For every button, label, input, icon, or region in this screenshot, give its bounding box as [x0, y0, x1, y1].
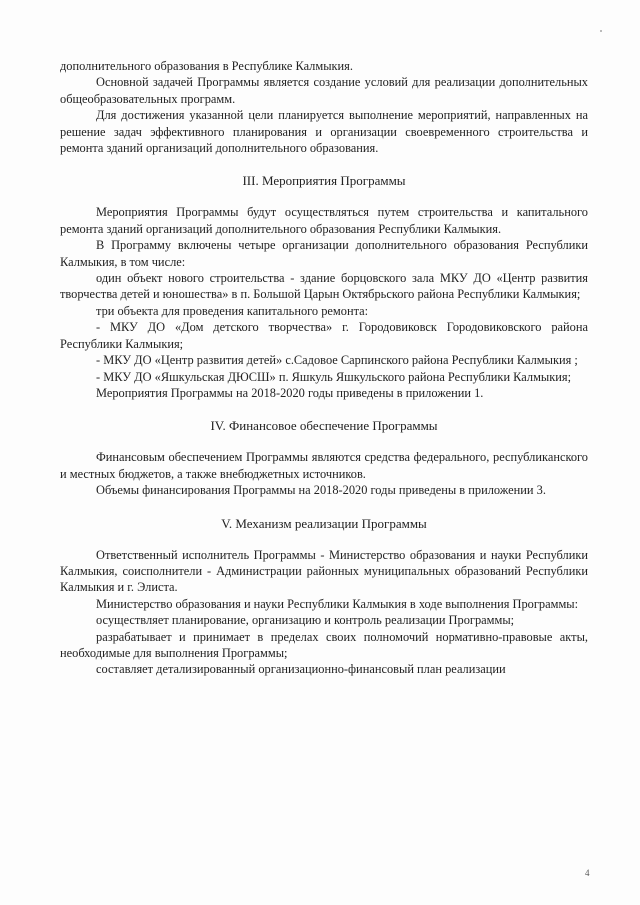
paragraph-appendix-3: Объемы финансирования Программы на 2018-2020 годы приведены в приложении 3.	[96, 483, 546, 498]
paragraph-goal: Для достижения указанной цели планируется выполнение мероприятий, направленных на решение задач эффективного планирования и организации своевременного строительства и ремонта зданий организаций дополнительного образования.	[60, 108, 588, 156]
list-item-sadovoe: - МКУ ДО «Центр развития детей» с.Садовое Сарпинского района Республики Калмыкия ;	[96, 353, 578, 368]
paragraph-organizations: В Программу включены четыре организации дополнительного образования Республики Калмыкия, в том числе:	[60, 238, 588, 269]
section-heading-measures: III. Мероприятия Программы	[242, 173, 406, 189]
paragraph-financing-sources: Финансовым обеспечением Программы являются средства федерального, республиканского и местных бюджетов, а также внебюджетных источников.	[60, 450, 588, 481]
paragraph-appendix-1: Мероприятия Программы на 2018-2020 годы приведены в приложении 1.	[96, 385, 484, 400]
paragraph-main-task: Основной задачей Программы является создание условий для реализации дополнительных общеобразовательных программ.	[60, 75, 588, 106]
paragraph-planning: осуществляет планирование, организацию и контроль реализации Программы;	[96, 613, 515, 628]
list-item-gorodovikovsk: - МКУ ДО «Дом детского творчества» г. Городовиковск Городовиковского района Республики Калмыкия;	[60, 320, 588, 351]
paragraph-measures-intro: Мероприятия Программы будут осуществляться путем строительства и капитального ремонта зданий организаций дополнительного образования Республики Калмыкия.	[60, 205, 588, 236]
scan-speck	[600, 30, 602, 32]
list-item-yashkul: - МКУ ДО «Яшкульская ДЮСШ» п. Яшкуль Яшкульского района Республики Калмыкия;	[96, 369, 572, 384]
paragraph-repair-intro: три объекта для проведения капитального ремонта:	[96, 303, 369, 318]
paragraph-new-construction: один объект нового строительства - здание борцовского зала МКУ ДО «Центр развития творчества детей и юношества» в п. Большой Царын Октябрьского района Республики Калмыкия;	[60, 271, 588, 302]
paragraph-financial-plan: составляет детализированный организационно-финансовый план реализации	[96, 662, 506, 677]
section-heading-mechanism: V. Механизм реализации Программы	[221, 515, 427, 531]
paragraph-legal-acts: разрабатывает и принимает в пределах своих полномочий нормативно-правовые акты, необходимые для выполнения Программы;	[60, 629, 588, 660]
section-heading-financing: IV. Финансовое обеспечение Программы	[210, 418, 438, 434]
document-body	[60, 58, 588, 678]
paragraph-continuation: дополнительного образования в Республике Калмыкия.	[60, 59, 353, 73]
paragraph-executor: Ответственный исполнитель Программы - Министерство образования и науки Республики Калмыкия, соисполнители - Администрации районных муниципальных образований Республики Калмыкия и г. Элиста.	[60, 547, 588, 595]
paragraph-ministry-duties: Министерство образования и науки Республики Калмыкия в ходе выполнения Программы:	[96, 596, 579, 611]
page-number: 4	[585, 868, 590, 878]
